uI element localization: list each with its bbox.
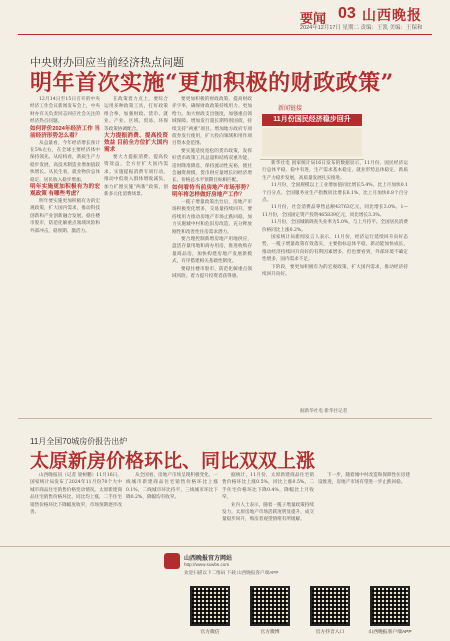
qr-label-wechat: 官方微信 xyxy=(200,630,220,635)
qr-code-wechat-icon[interactable] xyxy=(190,586,230,626)
article-column-1b xyxy=(104,96,168,408)
news-link-tag: 新闻链接 xyxy=(278,106,303,112)
paragraph: 12月14日至15日召开的中央经济工作会议新闻发布会上，中央财办有关负责同志回应社会关注的经济热点问题。 xyxy=(30,97,100,125)
subheading: 大力提振消费、提高投资效益 目前全方位扩大国内需求 xyxy=(104,133,168,154)
article-column-2 xyxy=(172,96,252,408)
qr-code-douyin-icon[interactable] xyxy=(310,586,350,626)
lower-column-3 xyxy=(222,472,314,542)
app-logo-icon xyxy=(164,553,180,569)
paragraph: 11月份，全国规模以上工业增加值同比增长5.4%，比上月加快0.1个百分点。全国服务业生产指数同比增长6.1%，比上月加快0.8个百分点。 xyxy=(262,183,408,204)
byline: 据新华社电 新华社记者 xyxy=(300,408,348,413)
lower-column-2 xyxy=(126,472,218,542)
subheading: 如何评价2024年经济工作 当前经济形势怎么看？ xyxy=(30,125,100,139)
page-header xyxy=(0,0,450,30)
masthead-logo: 山西晚报 xyxy=(362,8,422,24)
subheading: 明年实施更加积极有为的宏观政策 有哪些考虑？ xyxy=(30,184,100,198)
lower-kicker: 11月全国70城房价报告出炉 xyxy=(30,437,128,446)
paragraph: 11月份，社会消费品零售总额43763亿元，同比增长3.0%。1—11月份，全国固定资产投资465839亿元，同比增长3.3%。 xyxy=(262,205,408,218)
paragraph: 明年要实施更加积极有为的宏观政策，扩大国内需求，推动科技创新和产业创新融合发展，稳住楼市股市，防范化解重点领域风险和外部冲击，稳预期、激活力。 xyxy=(30,199,100,234)
ad-url[interactable]: http://www.sxwbs.com xyxy=(184,562,230,567)
paragraph: 下一步，随着城中村改造和保障性住房建设推进，房地产市场有望进一步止跌回稳。 xyxy=(318,473,410,486)
paragraph: 要更加积极的财政政策，提高财政赤字率，确保财政政策持续用力、更加给力。加大财政支出强度，加强重点领域保障。增加发行超长期特别国债，持续支持“两重”项目。增加地方政府专项债券发行使用，扩大投向领域和用作项目资本金范围。 xyxy=(172,97,252,147)
paragraph: 要实施适度宽松的货币政策，发挥好货币政策工具总量和结构双重功能，适时降准降息，保持流动性充裕，使社会融资规模、货币供应量增长同经济增长、价格总水平预期目标相匹配。 xyxy=(172,148,252,184)
subheading: 如何看待当前房地产市场形势？ 明年将怎样做好房地产工作？ xyxy=(172,184,252,198)
lower-column-1 xyxy=(30,472,122,542)
article-column-3 xyxy=(262,160,408,406)
sidebar-title: 11月份国民经济稳步回升 xyxy=(262,114,362,126)
ad-title: 山西晚报官方网站 xyxy=(184,556,233,562)
sidebar-image xyxy=(262,128,362,156)
ad-slogan: 欢迎扫描以下二维码 下载 山西晚报客户端APP xyxy=(184,570,279,575)
page-number: 03 xyxy=(338,5,356,22)
paragraph: 11月份，全国城镇调查失业率为5.0%，与上月持平。全国居民消费价格同比上涨0.2%。 xyxy=(262,220,408,233)
lower-column-4 xyxy=(318,472,410,542)
paragraph: 国家统计局新闻发言人表示，11月份，经济运行延续回升向好态势，一揽子增量政策有效落实，主要指标总体平稳，新动能加快成长，推动经济持续回升向好的有利因素增多，但也要看到，外部环境不确定性增多，国内需求不足。 xyxy=(262,235,408,263)
paragraph: 一揽子增量政策出台后，房地产市场积极变化增多，交易量持续回升。要持续用力推动房地产市场止跌回稳，加力实施城中村和危旧房改造，充分释放刚性和改善性住房需求潜力。 xyxy=(172,199,252,235)
qr-label-app: 山西晚报客户端APP xyxy=(368,630,412,635)
paragraph: 山西晚报讯（记者 梁树鹏）11月16日，国家统计局发布了2024年11月份70个大中城市商品住宅销售价格变动情况。太原新建商品住宅销售价格环比、同比均上涨，二手住宅销售价格环比下降幅度收窄，市场预期逐步改善。 xyxy=(30,473,122,516)
paragraph: 业内人士表示，随着一揽子增量政策持续发力，太原房地产市场活跃度明显提升，成交量稳步回升，购房者观望情绪有所缓解。 xyxy=(222,502,314,523)
paragraph: 要稳住楼市股市，防范化解重点领域风险，着力提升投资者获得感。 xyxy=(172,266,252,279)
lead-headline: 明年首次实施“更加积极的财政政策” xyxy=(30,70,394,96)
qr-label-douyin: 官方抖音入口 xyxy=(315,630,345,635)
paragraph: 要合理控制新增房地产用地供应，盘活存量用地和商办用房，推进收购存量商品房，加快构建房地产发展新模式，有序搭建相关基础性制度。 xyxy=(172,236,252,265)
article-column-1 xyxy=(30,96,100,414)
paragraph: 下阶段，要更加积极有为的宏观政策，扩大国内需求，推动经济持续回升向好。 xyxy=(262,264,408,278)
qr-code-weibo-icon[interactable] xyxy=(250,586,290,626)
paragraph: 据统计，11月份，太原新建商品住宅销售价格环比上涨0.5%，同比上涨0.5%。二手住宅价格环比下降0.4%，降幅比上月收窄。 xyxy=(222,473,314,501)
paragraph: 从总量看，今年经济增长预计在5%左右，在全球主要经济体中保持领先。从结构看，新质生产力稳步发展，高技术制造业增加值较快增长。从民生看，就业物价总体稳定，居民收入稳步增加。 xyxy=(30,140,100,183)
header-meta: 2024年12月17日 星期二 责编：王凯 美编：王保和 xyxy=(300,25,423,31)
section-name: 要闻 xyxy=(300,12,327,27)
header-rule xyxy=(18,34,432,35)
qr-label-weibo: 官方微博 xyxy=(260,630,280,635)
paragraph: 从全国看，房地产市场呈现积极变化，一线城市新建商品住宅销售价格环比上涨0.1%，二线城市环比持平，三线城市环比下降0.2%，降幅均有收窄。 xyxy=(126,473,218,501)
lead-kicker: 中央财办回应当前经济热点问题 xyxy=(30,57,184,69)
lower-headline: 太原新房价格环比、同比双双上涨 xyxy=(30,450,316,472)
paragraph: 在政策着力点上，要综合运用多种政策工具，打好政策组合拳，加强财政、货币、就业、产业、区域、贸易、环保等政策协调配合。 xyxy=(104,97,168,132)
paragraph: 要大力提振消费、提高投资效益，全方位扩大国内需求。实施提振消费专项行动，推动中低收入群体增收减负，加力扩围实施“两新”政策，创新多元化消费场景。 xyxy=(104,155,168,198)
qr-code-app-icon[interactable] xyxy=(370,586,410,626)
section-divider xyxy=(18,418,432,419)
paragraph: 新华社电 国家统计局16日发布的数据显示，11月份，国民经济运行总体平稳、稳中有进，生产需求基本稳定，就业形势总体稳定，新质生产力稳步发展，高质量发展扎实推进。 xyxy=(262,161,408,181)
